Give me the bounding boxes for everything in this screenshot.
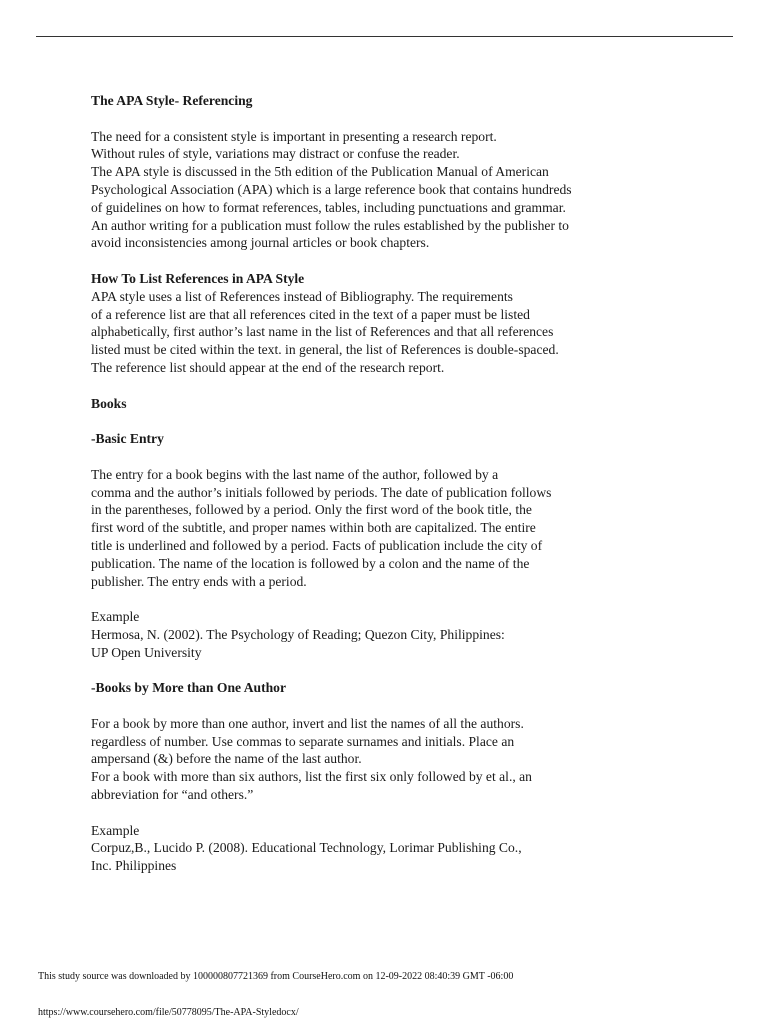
paragraph-line: The entry for a book begins with the last name of the author, followed by a	[91, 466, 499, 482]
basic-entry-paragraph	[91, 466, 651, 591]
paragraph-line: first word of the subtitle, and proper names within both are capitalized. The entire	[91, 520, 536, 536]
paragraph-line: The APA style is discussed in the 5th edition of the Publication Manual of American	[91, 164, 549, 180]
paragraph-line: listed must be cited within the text. in general, the list of References is double-spaced.	[91, 342, 559, 358]
subsection-heading-basic-entry: -Basic Entry	[91, 431, 164, 447]
paragraph-line: Without rules of style, variations may distract or confuse the reader.	[91, 146, 460, 162]
top-divider	[36, 36, 733, 37]
example-label: Example	[91, 822, 140, 838]
paragraph-line: alphabetically, first author’s last name in the list of References and that all references	[91, 324, 554, 340]
citation-line: Corpuz,B., Lucido P. (2008). Educational Technology, Lorimar Publishing Co.,	[91, 840, 522, 856]
citation-line: Hermosa, N. (2002). The Psychology of Reading; Quezon City, Philippines:	[91, 626, 505, 642]
list-references-paragraph	[91, 288, 651, 377]
document-body	[91, 92, 651, 875]
example-citation	[91, 839, 651, 875]
paragraph-line: of guidelines on how to format references, tables, including punctuations and grammar.	[91, 199, 566, 215]
paragraph-line: The need for a consistent style is important in presenting a research report.	[91, 128, 497, 144]
paragraph-line: Psychological Association (APA) which is a large reference book that contains hundreds	[91, 181, 572, 197]
citation-line: UP Open University	[91, 644, 202, 660]
section-heading-list-references: How To List References in APA Style	[91, 270, 305, 286]
multiple-authors-paragraph	[91, 715, 651, 804]
example-citation	[91, 626, 651, 662]
paragraph-line: An author writing for a publication must follow the rules established by the publisher to	[91, 217, 569, 233]
paragraph-line: ampersand (&) before the name of the last author.	[91, 751, 362, 767]
paragraph-line: publisher. The entry ends with a period.	[91, 573, 307, 589]
subsection-heading-multiple-authors: -Books by More than One Author	[91, 680, 286, 696]
download-notice: This study source was downloaded by 100000807721369 from CourseHero.com on 12-09-2022 08:40:39 GMT -06:00	[38, 971, 514, 982]
document-title: The APA Style- Referencing	[91, 93, 253, 108]
paragraph-line: avoid inconsistencies among journal articles or book chapters.	[91, 235, 430, 251]
citation-line: Inc. Philippines	[91, 858, 177, 874]
paragraph-line: comma and the author’s initials followed by periods. The date of publication follows	[91, 484, 552, 500]
paragraph-line: in the parentheses, followed by a period. Only the first word of the book title, the	[91, 502, 532, 518]
paragraph-line: title is underlined and followed by a period. Facts of publication include the city of	[91, 537, 543, 553]
intro-paragraph	[91, 128, 651, 253]
paragraph-line: APA style uses a list of References instead of Bibliography. The requirements	[91, 288, 513, 304]
example-label: Example	[91, 609, 140, 625]
paragraph-line: of a reference list are that all references cited in the text of a paper must be listed	[91, 306, 530, 322]
paragraph-line: abbreviation for “and others.”	[91, 787, 254, 803]
paragraph-line: For a book by more than one author, invert and list the names of all the authors.	[91, 715, 524, 731]
paragraph-line: regardless of number. Use commas to separate surnames and initials. Place an	[91, 733, 515, 749]
source-url-link[interactable]: https://www.coursehero.com/file/50778095/The-APA-Styledocx/	[38, 1007, 299, 1018]
paragraph-line: publication. The name of the location is followed by a colon and the name of the	[91, 555, 530, 571]
paragraph-line: For a book with more than six authors, list the first six only followed by et al., an	[91, 769, 532, 785]
section-heading-books: Books	[91, 395, 127, 411]
paragraph-line: The reference list should appear at the end of the research report.	[91, 359, 445, 375]
